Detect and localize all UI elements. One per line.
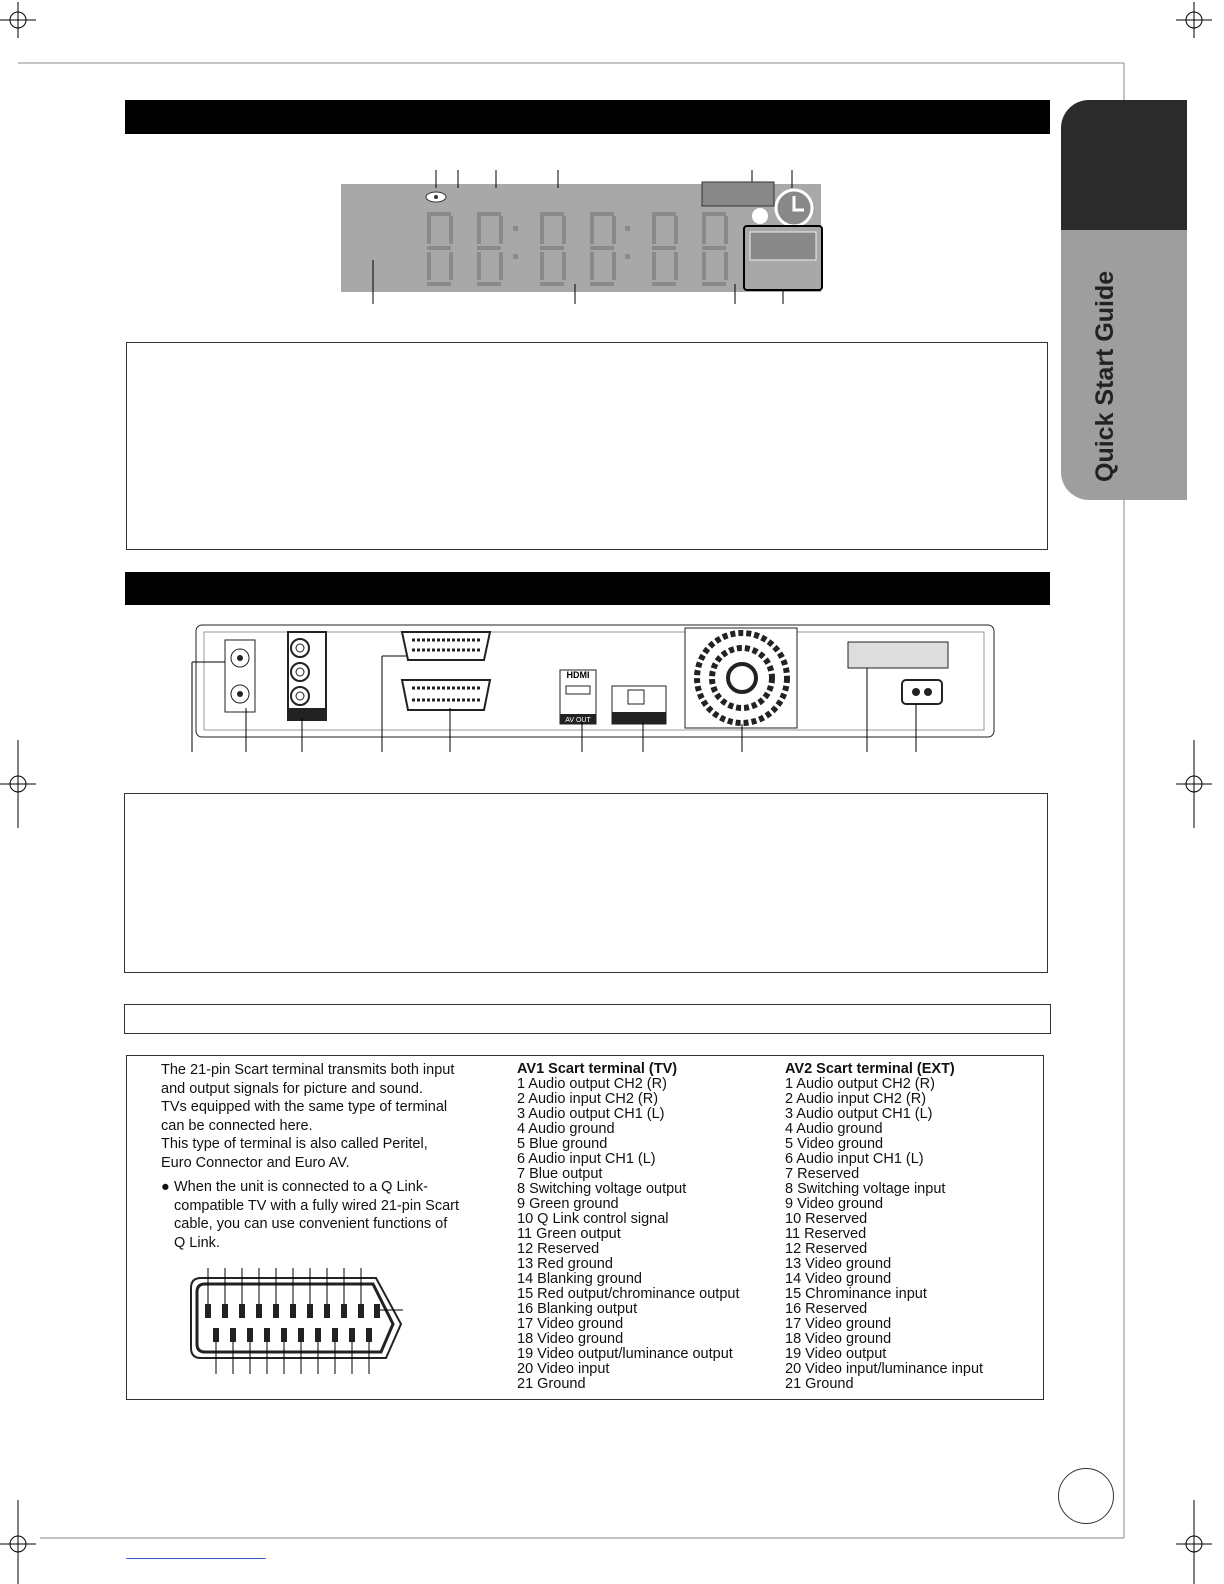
pin-item: 15 Chrominance input bbox=[785, 1286, 927, 1302]
scart-connector-diagram bbox=[181, 1266, 421, 1376]
crosshair-icon bbox=[0, 2, 36, 38]
pin-item: 1 Audio output CH2 (R) bbox=[517, 1076, 667, 1092]
section-header-bar-rear-panel bbox=[125, 572, 1050, 605]
q-link-note bbox=[161, 1178, 459, 1252]
intro-line: and output signals for picture and sound. bbox=[161, 1080, 423, 1097]
pin-item: 13 Red ground bbox=[517, 1256, 613, 1272]
pin-item: 2 Audio input CH2 (R) bbox=[517, 1091, 659, 1107]
intro-line: Euro Connector and Euro AV. bbox=[161, 1154, 350, 1171]
hdmi-logo: HDMI bbox=[566, 670, 590, 680]
pin-item: 17 Video ground bbox=[517, 1316, 624, 1332]
pin-item: 17 Video ground bbox=[785, 1316, 892, 1332]
pin-item: 6 Audio input CH1 (L) bbox=[517, 1151, 656, 1167]
pin-item: 13 Video ground bbox=[785, 1256, 892, 1272]
pin-item: 7 Blue output bbox=[517, 1166, 603, 1182]
pin-item: 3 Audio output CH1 (L) bbox=[517, 1106, 665, 1122]
note-line: cable, you can use convenient functions of bbox=[174, 1216, 448, 1233]
sidebar-tab-dark bbox=[1061, 100, 1187, 230]
pin-item: 14 Blanking ground bbox=[517, 1271, 642, 1287]
pin-item: 5 Video ground bbox=[785, 1136, 884, 1152]
hdmi-port-label: AV OUT bbox=[565, 717, 591, 724]
intro-line: This type of terminal is also called Peritel, bbox=[161, 1136, 428, 1153]
pin-item: 9 Video ground bbox=[785, 1196, 884, 1212]
pin-item: 6 Audio input CH1 (L) bbox=[785, 1151, 924, 1167]
scart-intro-text bbox=[161, 1061, 454, 1173]
pin-item: 18 Video ground bbox=[785, 1331, 892, 1347]
pin-item: 5 Blue ground bbox=[517, 1136, 608, 1152]
av1-pin-list bbox=[517, 1062, 739, 1392]
display-description-box bbox=[126, 342, 1048, 550]
crosshair-icon bbox=[1176, 740, 1212, 828]
pin-item: 12 Reserved bbox=[785, 1241, 868, 1257]
pin-item: 11 Reserved bbox=[785, 1226, 867, 1242]
pin-item: 7 Reserved bbox=[785, 1166, 860, 1182]
crosshair-icon bbox=[1176, 1500, 1212, 1584]
crosshair-icon bbox=[0, 740, 36, 828]
crosshair-icon bbox=[1176, 2, 1212, 38]
av2-title: AV2 Scart terminal (EXT) bbox=[785, 1061, 955, 1077]
av2-pin-list bbox=[785, 1062, 983, 1392]
pin-item: 15 Red output/chrominance output bbox=[517, 1286, 740, 1302]
intro-line: can be connected here. bbox=[161, 1117, 313, 1134]
note-line: compatible TV with a fully wired 21-pin Scart bbox=[174, 1197, 460, 1214]
av1-title: AV1 Scart terminal (TV) bbox=[517, 1061, 678, 1077]
scart-info-box bbox=[126, 1055, 1044, 1400]
pin-item: 16 Blanking output bbox=[517, 1301, 638, 1317]
pin-item: 20 Video input bbox=[517, 1361, 610, 1377]
note-line: Q Link. bbox=[174, 1234, 220, 1251]
pin-item: 8 Switching voltage output bbox=[517, 1181, 687, 1197]
pin-item: 9 Green ground bbox=[517, 1196, 619, 1212]
pin-item: 4 Audio ground bbox=[785, 1121, 883, 1137]
note-line: When the unit is connected to a Q Link- bbox=[174, 1179, 428, 1195]
pin-item: 16 Reserved bbox=[785, 1301, 868, 1317]
pin-item: 12 Reserved bbox=[517, 1241, 600, 1257]
pin-item: 10 Reserved bbox=[785, 1211, 868, 1227]
sidebar-tab-label: Quick Start Guide bbox=[1091, 270, 1119, 482]
intro-line: The 21-pin Scart terminal transmits both input bbox=[161, 1062, 455, 1078]
page-number-circle bbox=[1058, 1468, 1114, 1524]
pin-item: 18 Video ground bbox=[517, 1331, 624, 1347]
pin-item: 21 Ground bbox=[785, 1376, 854, 1392]
pin-item: 1 Audio output CH2 (R) bbox=[785, 1076, 935, 1092]
rear-panel-description-box bbox=[124, 793, 1048, 973]
pin-item: 20 Video input/luminance input bbox=[785, 1361, 984, 1377]
intro-line: TVs equipped with the same type of terminal bbox=[161, 1099, 448, 1116]
sidebar-tab-quick-start[interactable] bbox=[1061, 230, 1187, 500]
pin-item: 21 Ground bbox=[517, 1376, 586, 1392]
pin-item: 2 Audio input CH2 (R) bbox=[785, 1091, 927, 1107]
pin-item: 11 Green output bbox=[517, 1226, 621, 1242]
pin-item: 3 Audio output CH1 (L) bbox=[785, 1106, 933, 1122]
bullet-icon: ● bbox=[161, 1179, 170, 1195]
pin-item: 4 Audio ground bbox=[517, 1121, 615, 1137]
crosshair-icon bbox=[0, 1500, 36, 1584]
pin-item: 8 Switching voltage input bbox=[785, 1181, 946, 1197]
section-header-bar-display bbox=[125, 100, 1050, 134]
pin-item: 14 Video ground bbox=[785, 1271, 892, 1287]
pin-item: 19 Video output/luminance output bbox=[517, 1346, 733, 1362]
footer-link-line bbox=[126, 1558, 266, 1559]
scart-subheader-box bbox=[124, 1004, 1051, 1034]
rear-panel-illustration bbox=[180, 620, 1010, 760]
pin-item: 10 Q Link control signal bbox=[517, 1211, 669, 1227]
front-display-illustration bbox=[330, 168, 830, 308]
pin-item: 19 Video output bbox=[785, 1346, 887, 1362]
